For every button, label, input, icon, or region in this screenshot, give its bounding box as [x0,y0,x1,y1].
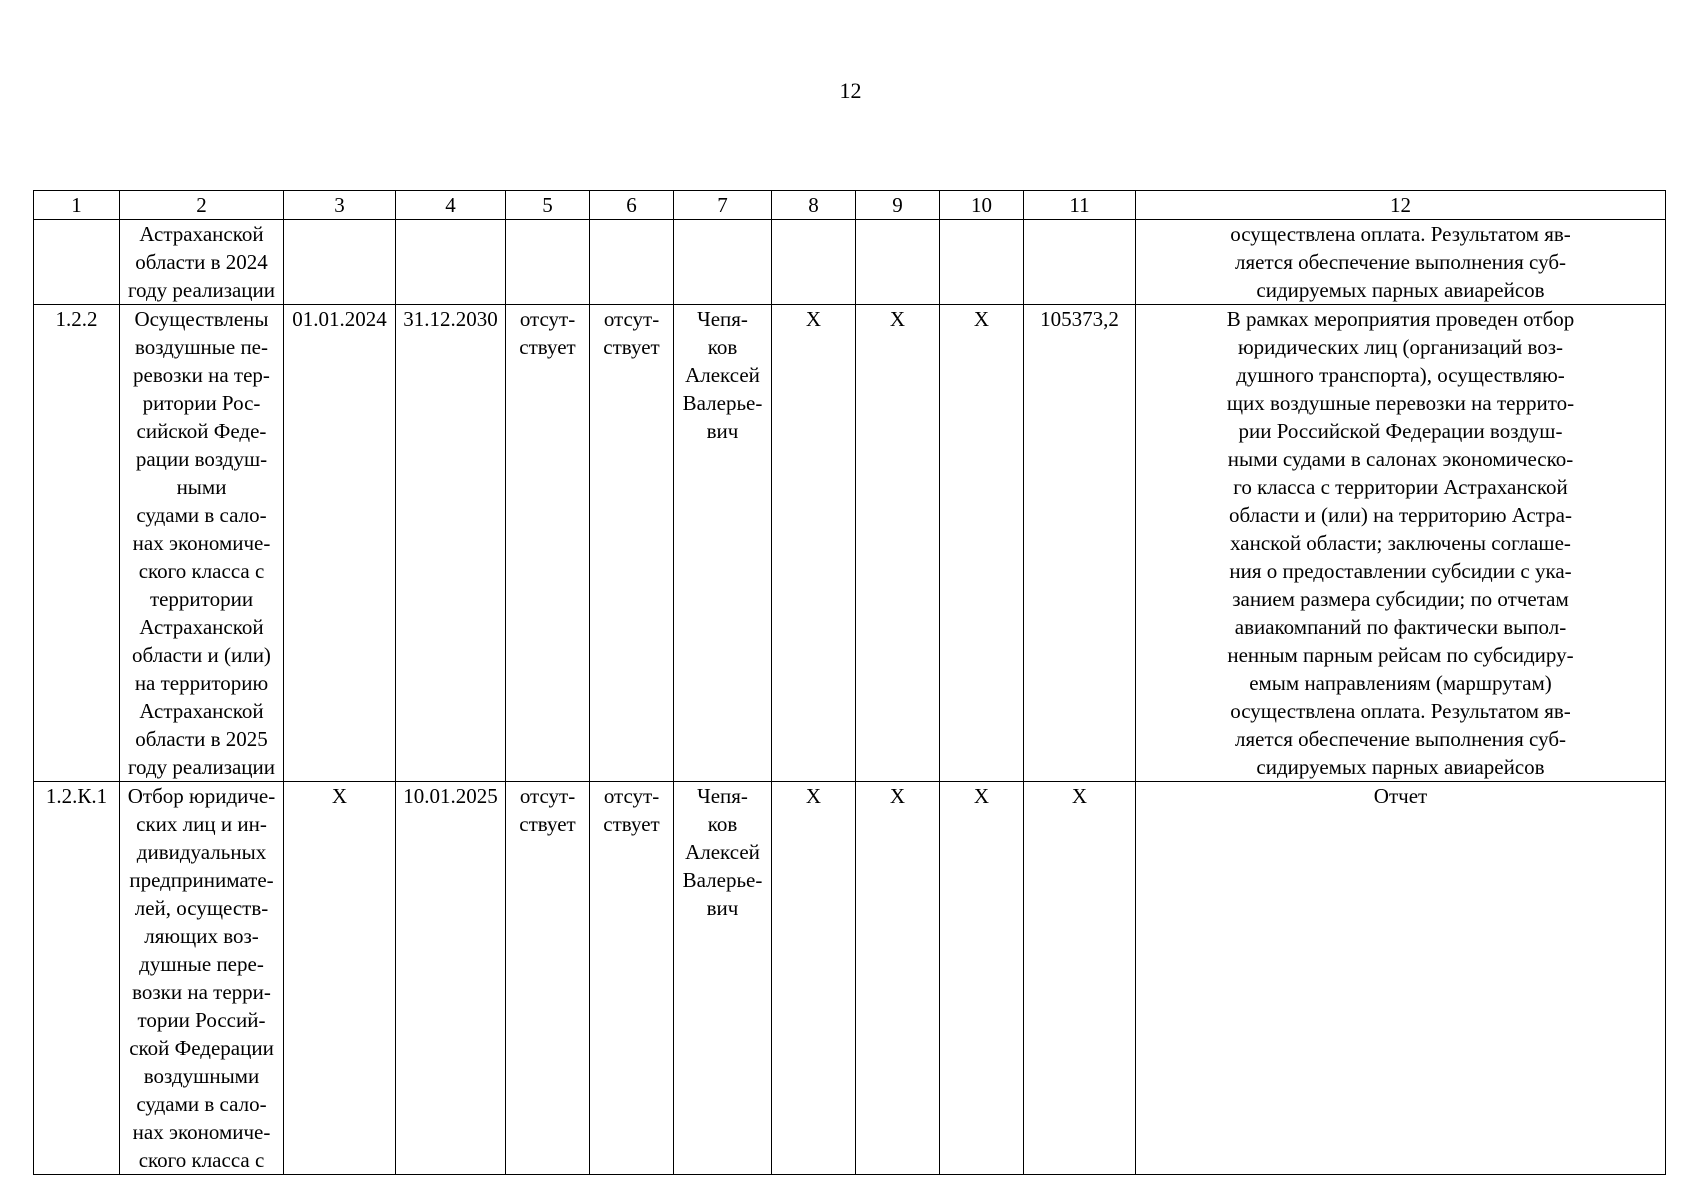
table-cell: отсут- ствует [506,782,590,1175]
column-header: 11 [1024,191,1136,220]
activities-table [33,190,1666,1175]
table-cell: Отчет [1136,782,1666,1175]
table-cell: В рамках мероприятия проведен отбор юридических лиц (организаций воз- душного транспорта), осуществляю- щих воздушные перевозки на террито- рии Российской Федерации воздуш- ными судами в салонах экономическо- го класса с территории Астраханской области и (или) на территорию Астра- ханской области; заключены соглаше- ния о предоставлении субсидии с ука- занием размера субсидии; по отчетам авиакомпаний по фактически выпол- ненным парным рейсам по субсидиру- емым направлениям (маршрутам) осуществлена оплата. Результатом яв- ляется обеспечение выполнения суб- сидируемых парных авиарейсов [1136,305,1666,782]
table-cell [590,220,674,305]
table-cell: Отбор юридиче- ских лиц и ин- дивидуальных предпринимате- лей, осуществ- ляющих воз- душные пере- возки на терри- тории Россий- ской Федерации воздушными судами в сало- нах экономиче- ского класса с [120,782,284,1175]
table-cell [34,220,120,305]
table-cell: Х [772,782,856,1175]
table-cell: 01.01.2024 [284,305,396,782]
table-cell: 31.12.2030 [396,305,506,782]
table-cell [674,220,772,305]
table-cell: Х [856,305,940,782]
table-cell: отсут- ствует [590,305,674,782]
table-cell: Чепя- ков Алексей Валерье- вич [674,782,772,1175]
column-header: 9 [856,191,940,220]
column-header: 4 [396,191,506,220]
table-row [34,220,1666,305]
table-cell: 1.2.2 [34,305,120,782]
table-cell: отсут- ствует [506,305,590,782]
column-header: 6 [590,191,674,220]
table-cell [284,220,396,305]
table-row [34,305,1666,782]
table-cell: Чепя- ков Алексей Валерье- вич [674,305,772,782]
table-cell [396,220,506,305]
column-header: 5 [506,191,590,220]
table-cell [856,220,940,305]
column-header: 2 [120,191,284,220]
table-cell: Х [284,782,396,1175]
table-cell [940,220,1024,305]
table-cell: Астраханской области в 2024 году реализации [120,220,284,305]
table-cell: осуществлена оплата. Результатом яв- ляется обеспечение выполнения суб- сидируемых парных авиарейсов [1136,220,1666,305]
table-cell: 105373,2 [1024,305,1136,782]
column-header: 10 [940,191,1024,220]
column-header: 7 [674,191,772,220]
column-header: 3 [284,191,396,220]
table-cell: 10.01.2025 [396,782,506,1175]
table-cell: Х [940,305,1024,782]
table-cell: отсут- ствует [590,782,674,1175]
table-cell: Осуществлены воздушные пе- ревозки на тер- ритории Рос- сийской Феде- рации воздуш- ными судами в сало- нах экономиче- ского класса с территории Астраханской области и (или) на территорию Астраханской области в 2025 году реализации [120,305,284,782]
table-cell: Х [772,305,856,782]
table-cell [506,220,590,305]
table-row [34,782,1666,1175]
column-header: 8 [772,191,856,220]
column-header: 12 [1136,191,1666,220]
table-cell: 1.2.К.1 [34,782,120,1175]
header-row [34,191,1666,220]
table-cell [1024,220,1136,305]
column-header: 1 [34,191,120,220]
page-number: 12 [839,78,862,103]
table-cell: Х [940,782,1024,1175]
table-cell [772,220,856,305]
table-cell: Х [1024,782,1136,1175]
table-cell: Х [856,782,940,1175]
